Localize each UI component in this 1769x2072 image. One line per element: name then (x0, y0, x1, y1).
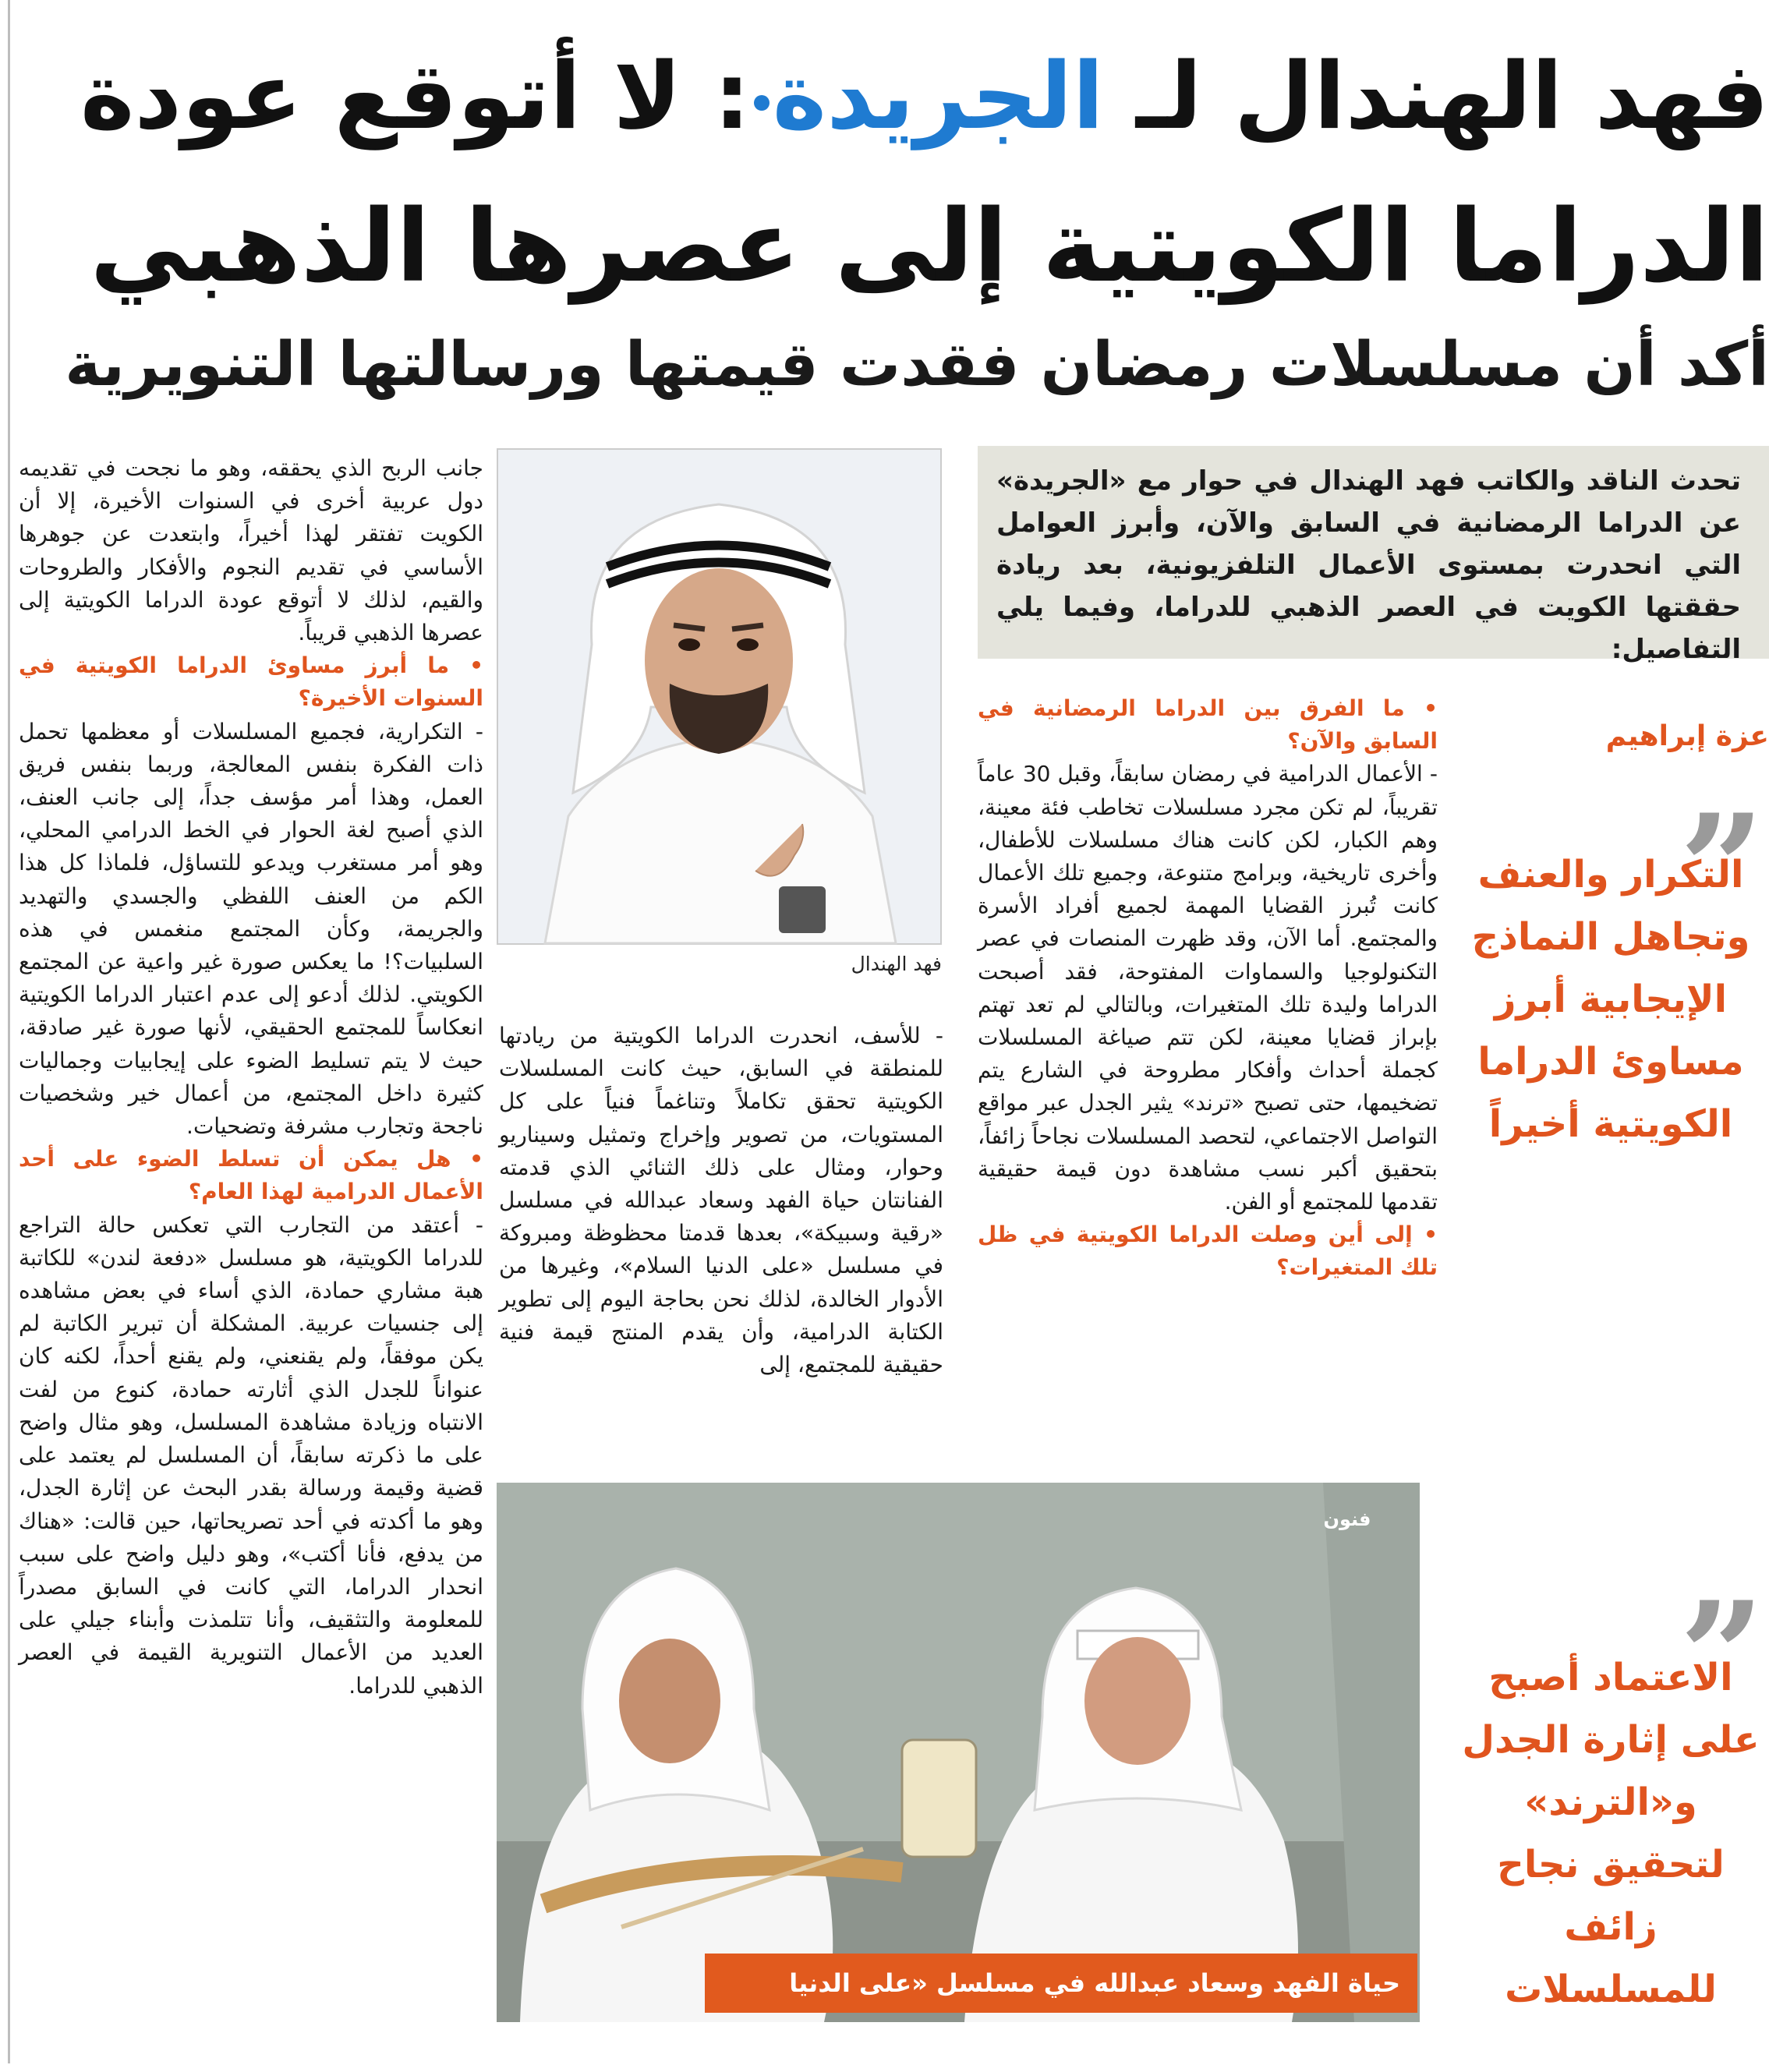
answer-3: - التكرارية، فجميع المسلسلات أو معظمها تحمل ذات الفكرة بنفس المعالجة، وربما بنفس فريق العمل، وهذا أمر مؤسف جداً، إلى جانب العنف، الذي أصبح لغة الحوار في الخط الدرامي المحلي، وهو أمر مستغرب ويدعو للتساؤل، فلماذا كل هذا الكم من العنف اللفظي والجسدي والتهديد والجريمة، وكأن المجتمع منغمس في هذه السلبيات؟! ما يعكس صورة غير واعية عن المجتمع الكويتي. لذلك أدعو إلى عدم اعتبار الدراما الكويتية انعكاساً للمجتمع الحقيقي، لأنها صورة غير صادقة، حيث لا يتم تسليط الضوء على إيجابيات وجماليات كثيرة داخل المجتمع، من أعمال خير وشخصيات ناجحة وتجارب مشرفة وتضحيات. (19, 718, 483, 1140)
pull-quote-2: الاعتماد أصبح على إثارة الجدل و«الترند» لتحقيق نجاح زائف للمسلسلات (1462, 1656, 1760, 2011)
portrait-caption: فهد الهندال (851, 953, 942, 975)
article-column-right (978, 692, 1438, 1285)
quote-mark-icon: ” (1679, 782, 1765, 956)
article-column-left (19, 452, 483, 1703)
answer-1: - الأعمال الدرامية في رمضان سابقاً، وقبل 30 عاماً تقريباً، لم تكن مجرد مسلسلات تخاطب فئة معينة، وهم الكبار، لكن كانت هناك مسلسلات للأطفال، وأخرى تاريخية، وبرامج متنوعة، وجميع تلك الأعمال كانت تُبرز القضايا المهمة لجميع أفراد الأسرة والمجتمع. أما الآن، وقد ظهرت المنصات في عصر التكنولوجيا والسماوات المفتوحة، فقد أصبحت الدراما وليدة تلك المتغيرات، وبالتالي لم تعد تهتم بإبراز قضايا معينة، لكن تتم صياغة المسلسلات كجملة أحداث وأفكار مطروحة في الشارع يتم تضخيمها، حتى تصبح «ترند» يثير الجدل عبر مواقع التواصل الاجتماعي، لتحصد المسلسلات نجاحاً زائفاً، بتحقيق أكبر نسب مشاهدة دون قيمة حقيقية تقدمها للمجتمع أو الفن. (978, 761, 1438, 1215)
answer-2: - للأسف، انحدرت الدراما الكويتية من ريادتها للمنطقة في السابق، حيث كانت المسلسلات الكويتية تحقق تكاملاً وتناغماً فنياً على كل المستويات، من تصوير وإخراج وتمثيل وسيناريو وحوار، ومثال على ذلك الثنائي الذي قدمته الفنانتان حياة الفهد وسعاد عبدالله في مسلسل «رقية وسبيكة»، بعدها قدمتا محظوظة ومبروكة في مسلسل «على الدنيا السلام»، وغيرها من الأدوار الخالدة، لذلك نحن بحاجة اليوم إلى تطوير الكتابة الدرامية، وأن يقدم المنتج قيمة فنية حقيقية للمجتمع، إلى (499, 1023, 943, 1378)
scene-illustration (497, 1483, 1420, 2022)
quote-mark-icon: ” (1679, 1569, 1765, 1743)
byline: عزة إبراهيم (1605, 720, 1769, 752)
article-column-middle (499, 1020, 943, 1381)
portrait-illustration (498, 450, 940, 943)
newspaper-brand: الجريدة (772, 42, 1104, 150)
answer-2-continued: جانب الربح الذي يحققه، وهو ما نجحت في تقديمه دول عربية أخرى في السنوات الأخيرة، إلا أن الكويت تفتقر لهذا أخيراً، وابتعدت عن جوهرها الأساسي في تقديم النجوم والأفكار والطروحات والقيم، لذلك لا أتوقع عودة الدراما الكويتية إلى عصرها الذهبي قريباً. (19, 455, 483, 646)
answer-4: - أعتقد من التجارب التي تعكس حالة التراجع للدراما الكويتية، هو مسلسل «دفعة لندن» للكاتبة هبة مشاري حمادة، الذي أساء في بعض مشاهده إلى جنسيات عربية. المشكلة أن تبرير الكاتبة لم يكن موفقاً، ولم يقنعني، ولم يقنع أحداً، لكنه كان عنواناً للجدل الذي أثارته حمادة، كنوع من لفت الانتباه وزيادة مشاهدة المسلسل، وهو مثال واضح على ما ذكرته سابقاً، أن المسلسل لم يعتمد على قضية وقيمة ورسالة بقدر البحث عن إثارة الجدل، وهو ما أكدته في أحد تصريحاتها، حين قالت: «هناك من يدفع، فأنا أكتب»، وهو دليل واضح على سبب انحدار الدراما، التي كانت في السابق مصدراً للمعلومة والتثقيف، وأنا تتلمذت وأبناء جيلي على العديد من الأعمال التنويرية القيمة في العصر الذهبي للدراما. (19, 1211, 483, 1699)
brand-dot-icon (754, 95, 770, 111)
question-1: • ما الفرق بين الدراما الرمضانية في السابق والآن؟ (978, 695, 1438, 755)
headline-part-2: : لا أتوقع عودة (80, 42, 751, 150)
headline-part-1: فهد الهندال لـ (1136, 42, 1769, 150)
question-4: • هل يمكن أن تسلط الضوء على أحد الأعمال الدرامية لهذا العام؟ (19, 1146, 483, 1205)
pull-quote-1: التكرار والعنف وتجاهل النماذج الإيجابية أبرز مساوئ الدراما الكويتية أخيراً (1471, 853, 1750, 1146)
channel-logo: فنون (1323, 1508, 1371, 1530)
intro-box (978, 446, 1769, 665)
headline-line-1 (80, 30, 1769, 162)
question-2: • إلى أين وصلت الدراما الكويتية في ظل تلك المتغيرات؟ (978, 1222, 1438, 1281)
subheadline: أكد أن مسلسلات رمضان فقدت قيمتها ورسالتها التنويرية (65, 330, 1769, 400)
portrait-photo (497, 448, 942, 945)
headline-line-2: الدراما الكويتية إلى عصرها الذهبي (90, 189, 1769, 305)
scene-caption: حياة الفهد وسعاد عبدالله في مسلسل «على الدنيا السلام» (705, 1954, 1417, 2013)
scene-photo (497, 1483, 1420, 2022)
intro-text: تحدث الناقد والكاتب فهد الهندال في حوار مع «الجريدة» عن الدراما الرمضانية في السابق والآن، وأبرز العوامل التي انحدرت بمستوى الأعمال التلفزيونية، بعد ريادة حققتها الكويت في العصر الذهبي للدراما، وفيما يلي التفاصيل: (996, 465, 1741, 665)
question-3: • ما أبرز مساوئ الدراما الكويتية في السنوات الأخيرة؟ (19, 652, 483, 712)
left-column-rule (8, 0, 10, 2063)
